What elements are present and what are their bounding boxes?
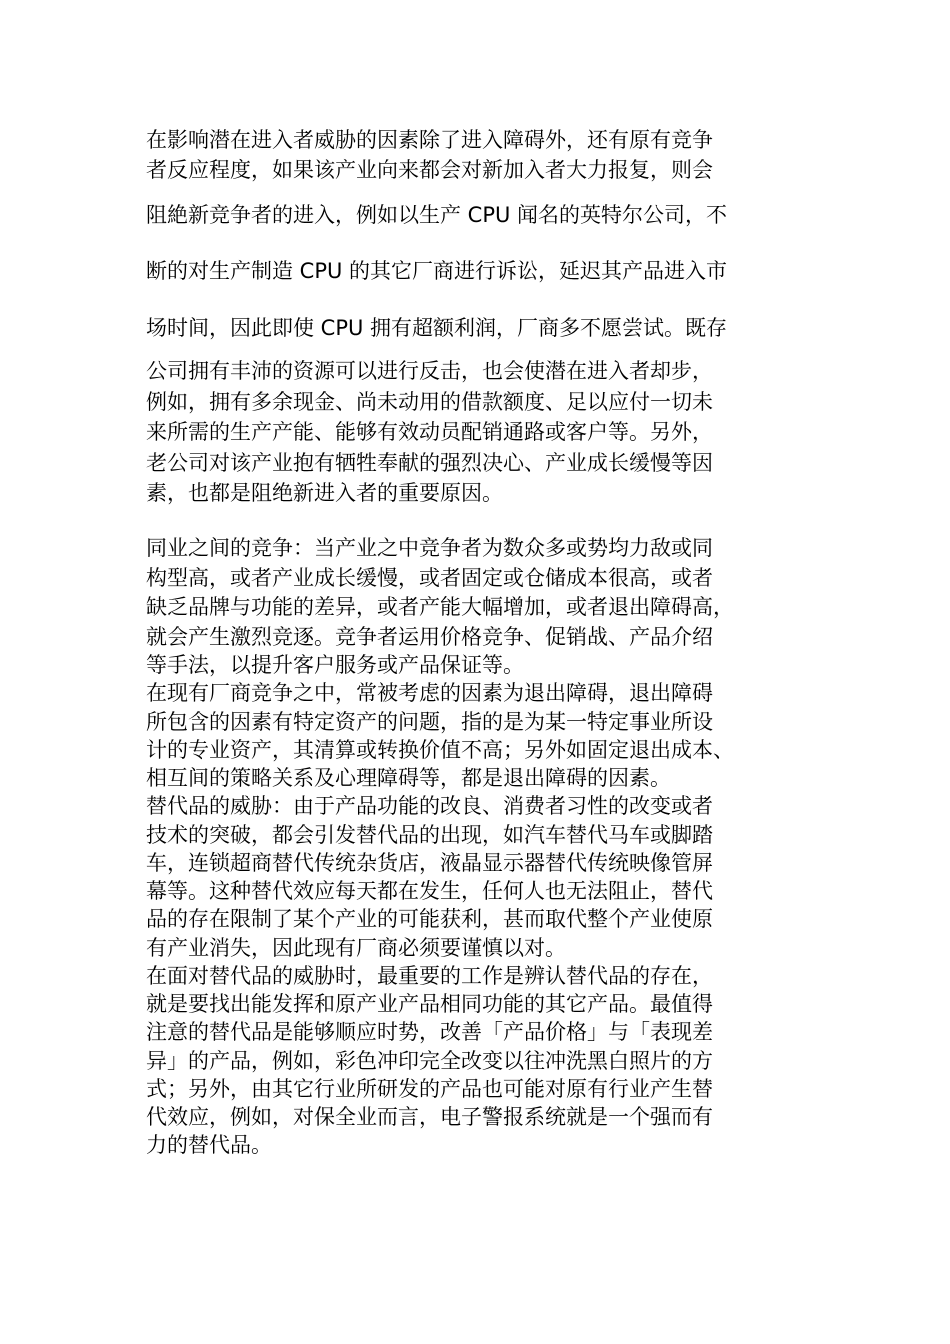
text-line: 力的替代品。	[146, 1133, 272, 1157]
text-line: 例如，拥有多余现金、尚未动用的借款额度、足以应付一切未	[146, 390, 713, 414]
text-line: 注意的替代品是能够顺应时势，改善「产品价格」与「表现差	[146, 1020, 713, 1044]
text-line: 幕等。这种替代效应每天都在发生，任何人也无法阻止，替代	[146, 879, 713, 903]
text-line: 相互间的策略关系及心理障碍等，都是退出障碍的因素。	[146, 766, 671, 790]
text-line: 等手法，以提升客户服务或产品保证等。	[146, 653, 524, 677]
text-line: 阻絶新竞争者的进入，例如以生产 CPU 闻名的英特尔公司，不	[146, 203, 728, 227]
text-line: 就会产生激烈竞逐。竞争者运用价格竞争、促销战、产品介绍	[146, 625, 713, 649]
text-line: 代效应，例如，对保全业而言，电子警报系统就是一个强而有	[146, 1105, 713, 1129]
text-line: 替代品的威胁：由于产品功能的改良、消费者习性的改变或者	[146, 794, 713, 818]
text-line: 断的对生产制造 CPU 的其它厂商进行诉讼，延迟其产品进入市	[146, 259, 728, 283]
text-line: 就是要找出能发挥和原产业产品相同功能的其它产品。最值得	[146, 992, 713, 1016]
text-line: 在现有厂商竞争之中，常被考虑的因素为退出障碍，退出障碍	[146, 681, 713, 705]
text-line: 所包含的因素有特定资产的问题，指的是为某一特定事业所设	[146, 710, 713, 734]
text-line: 品的存在限制了某个产业的可能获利，甚而取代整个产业使原	[146, 907, 713, 931]
text-line: 老公司对该产业抱有牺牲奉献的强烈决心、产业成长缓慢等因	[146, 451, 713, 475]
text-line: 车，连锁超商替代传统杂货店，液晶显示器替代传统映像管屏	[146, 851, 713, 875]
text-line: 有产业消失，因此现有厂商必须要谨慎以对。	[146, 936, 566, 960]
text-line: 公司拥有丰沛的资源可以进行反击，也会使潜在进入者却步，	[146, 359, 713, 383]
text-line: 在影响潜在进入者威胁的因素除了进入障碍外，还有原有竞争	[146, 128, 713, 152]
text-line: 来所需的生产产能、能够有效动员配销通路或客户等。另外，	[146, 420, 713, 444]
text-line: 缺乏品牌与功能的差异，或者产能大幅增加，或者退出障碍高，	[146, 595, 734, 619]
text-line: 场时间，因此即使 CPU 拥有超额利润，厂商多不愿尝试。既存	[146, 316, 728, 340]
text-line: 者反应程度，如果该产业向来都会对新加入者大力报复，则会	[146, 158, 713, 182]
text-line: 异」的产品，例如，彩色冲印完全改变以往冲洗黑白照片的方	[146, 1049, 713, 1073]
text-line: 同业之间的竞争：当产业之中竞争者为数众多或势均力敌或同	[146, 536, 713, 560]
text-line: 计的专业资产，其清算或转换价值不高；另外如固定退出成本、	[146, 738, 734, 762]
text-line: 在面对替代品的威胁时，最重要的工作是辨认替代品的存在，	[146, 964, 713, 988]
text-line: 构型高，或者产业成长缓慢，或者固定或仓储成本很高，或者	[146, 566, 713, 590]
text-line: 技术的突破，都会引发替代品的出现，如汽车替代马车或脚踏	[146, 823, 713, 847]
text-line: 式；另外，由其它行业所研发的产品也可能对原有行业产生替	[146, 1077, 713, 1101]
text-line: 素，也都是阻绝新进入者的重要原因。	[146, 481, 503, 505]
